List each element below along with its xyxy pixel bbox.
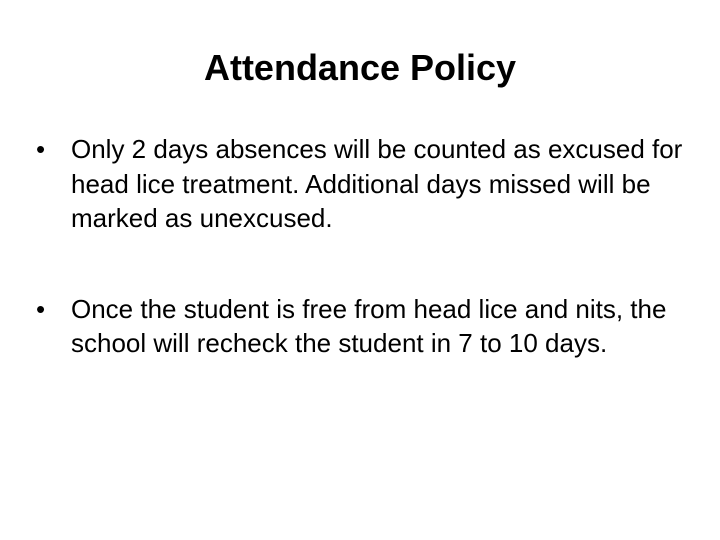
bullet-text: Only 2 days absences will be counted as excused for head lice treatment. Additional days missed will be marked as unexcused. (71, 134, 683, 233)
slide-title: Attendance Policy (203, 47, 517, 88)
bullet-dot-icon: • (36, 134, 46, 164)
bullet-text: Once the student is free from head lice and nits, the school will recheck the student in 7 to 10 days. (71, 293, 667, 358)
bullet-item (36, 132, 696, 236)
bullet-dot-icon: • (36, 293, 46, 324)
bullet-list (36, 132, 696, 417)
bullet-item (36, 292, 696, 361)
